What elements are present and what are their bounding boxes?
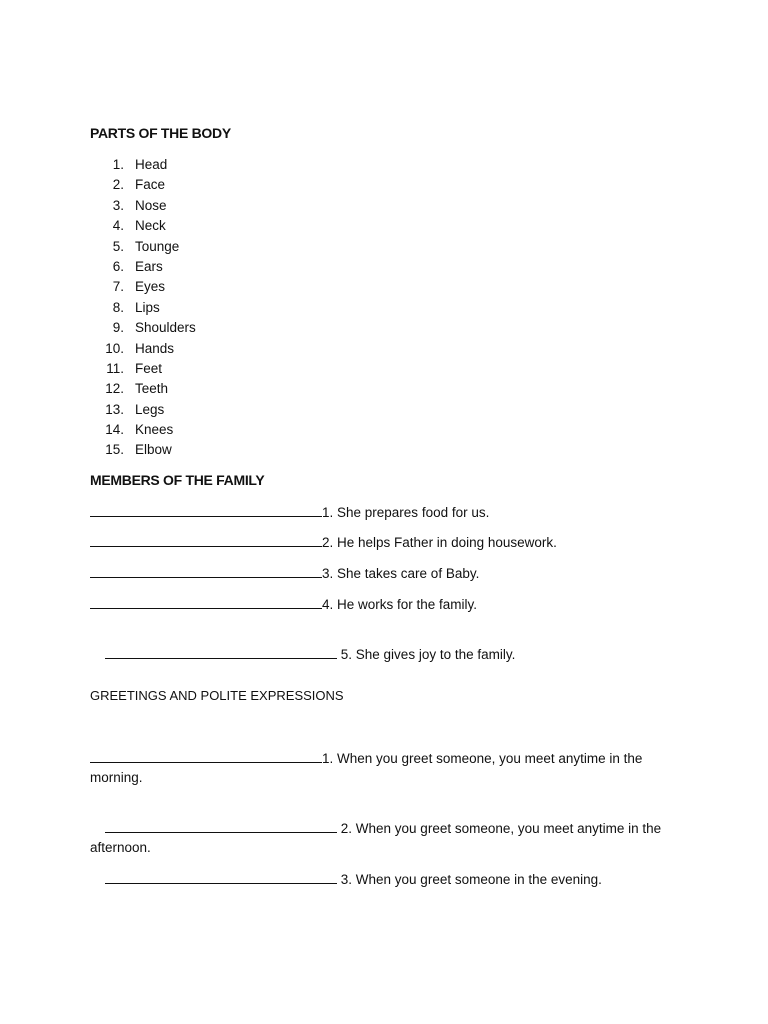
list-number: 4. (112, 218, 124, 234)
answer-blank[interactable] (90, 596, 322, 609)
list-label: Feet (135, 360, 163, 376)
answer-blank[interactable] (90, 750, 322, 763)
family-question-1 (90, 503, 690, 522)
list-number: 11. (106, 360, 124, 376)
question-text: 5. She gives joy to the family. (337, 647, 516, 662)
list-label: Neck (135, 218, 166, 234)
list-label: Shoulders (135, 320, 196, 336)
list-label: Lips (135, 299, 160, 315)
list-number: 15. (105, 442, 124, 458)
list-number: 10. (105, 340, 124, 356)
list-label: Tounge (135, 238, 180, 254)
list-number: 7. (112, 279, 124, 295)
members-of-family-heading: MEMBERS OF THE FAMILY (90, 472, 265, 488)
answer-blank[interactable] (90, 565, 322, 578)
question-text: 4. He works for the family. (322, 597, 478, 612)
family-question-2 (90, 533, 690, 552)
answer-blank[interactable] (105, 646, 337, 659)
list-number: 1. (112, 157, 124, 172)
answer-blank[interactable] (90, 534, 322, 547)
question-text: 2. When you greet someone, you meet anytime in the afternoon. (90, 821, 665, 855)
list-number: 14. (105, 422, 124, 438)
list-label: Nose (135, 197, 167, 213)
question-text: 3. She takes care of Baby. (322, 566, 480, 581)
list-label: Face (135, 177, 166, 193)
question-text: 1. When you greet someone, you meet anytime in the morning. (90, 751, 643, 785)
list-number: 12. (105, 381, 124, 397)
list-number: 8. (112, 299, 124, 315)
question-text: 2. He helps Father in doing housework. (322, 535, 557, 550)
list-label: Ears (135, 258, 163, 274)
list-number: 3. (112, 197, 124, 213)
greeting-question-3 (90, 851, 690, 908)
list-label: Elbow (135, 442, 172, 458)
greeting-question-1 (90, 749, 670, 787)
family-question-4 (90, 595, 690, 614)
list-label: Knees (135, 422, 174, 438)
list-number: 9. (112, 320, 124, 336)
list-number: 5. (112, 238, 124, 254)
answer-blank[interactable] (105, 871, 337, 884)
parts-of-body-heading: PARTS OF THE BODY (90, 125, 231, 141)
greetings-heading: GREETINGS AND POLITE EXPRESSIONS (90, 688, 344, 703)
family-question-3 (90, 564, 690, 583)
answer-blank[interactable] (105, 820, 337, 833)
list-label: Hands (135, 340, 175, 356)
list-label: Eyes (135, 279, 166, 295)
list-number: 6. (112, 258, 124, 274)
answer-blank[interactable] (90, 504, 322, 517)
list-label: Teeth (135, 381, 169, 397)
list-label: Head (135, 157, 168, 172)
question-text: 3. When you greet someone in the evening. (337, 872, 602, 887)
question-text: 1. She prepares food for us. (322, 505, 490, 520)
list-number: 2. (112, 177, 124, 193)
list-label: Legs (135, 401, 165, 417)
list-number: 13. (105, 401, 124, 417)
family-question-5 (90, 626, 690, 683)
